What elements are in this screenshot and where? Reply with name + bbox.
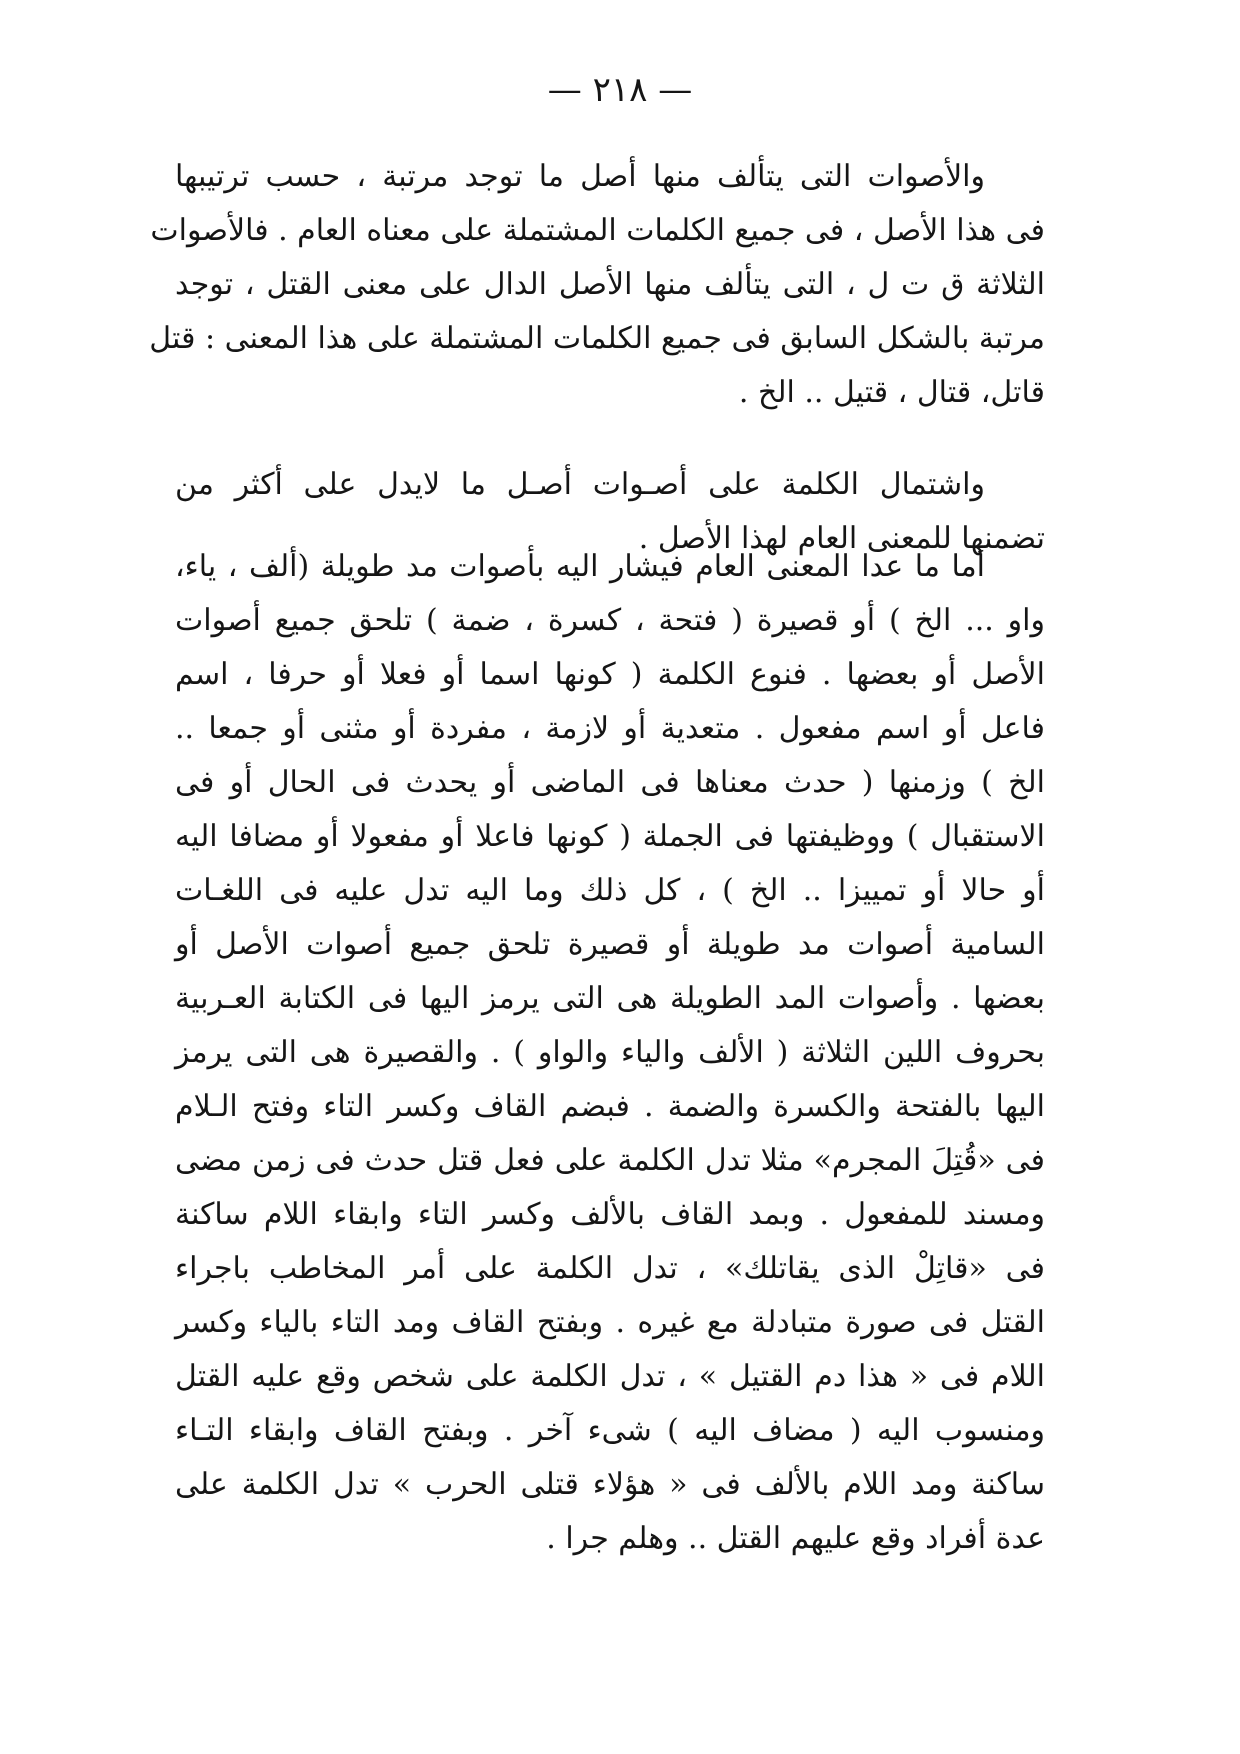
- text-line: السامية أصوات مد طويلة أو قصيرة تلحق جميع أصوات الأصل أو: [175, 927, 1045, 962]
- text-line: قاتل، قتال ، قتيل .. الخ .: [738, 375, 1045, 410]
- text-line: الخ ) وزمنها ( حدث معناها فى الماضى أو يحدث فى الحال أو فى: [175, 765, 1045, 800]
- text-line: واو ... الخ ) أو قصيرة ( فتحة ، كسرة ، ضمة ) تلحق جميع أصوات: [175, 603, 1045, 638]
- text-line: اليها بالفتحة والكسرة والضمة . فبضم القاف وكسر التاء وفتح الـلام: [175, 1089, 1045, 1124]
- paragraph: [149, 150, 1045, 420]
- text-line: أو حالا أو تمييزا .. الخ ) ، كل ذلك وما اليه تدل عليه فى اللغـات: [175, 873, 1045, 908]
- text-line: اللام فى « هذا دم القتيل » ، تدل الكلمة على شخص وقع عليه القتل: [175, 1359, 1045, 1394]
- text-line: مرتبة بالشكل السابق فى جميع الكلمات المشتملة على هذا المعنى : قتل: [149, 321, 1045, 356]
- text-line: ساكنة ومد اللام بالألف فى « هؤلاء قتلى الحرب » تدل الكلمة على: [175, 1467, 1045, 1502]
- text-line: الاستقبال ) ووظيفتها فى الجملة ( كونها فاعلا أو مفعولا أو مضافا اليه: [175, 819, 1045, 854]
- text-line: فاعل أو اسم مفعول . متعدية أو لازمة ، مفردة أو مثنى أو جمعا ..: [175, 711, 1045, 746]
- text-line: بعضها . وأصوات المد الطويلة هى التى يرمز اليها فى الكتابة العـربية: [175, 981, 1045, 1016]
- text-line: أما ما عدا المعنى العام فيشار اليه بأصوات مد طويلة (ألف ، ياء،: [175, 549, 985, 584]
- page-number: — ٢١٨ —: [547, 70, 693, 110]
- text-line: فى هذا الأصل ، فى جميع الكلمات المشتملة على معناه العام . فالأصوات: [150, 213, 1045, 248]
- text-line: واشتمال الكلمة على أصـوات أصـل ما لايدل على أكثر من: [175, 467, 985, 502]
- text-line: الأصل أو بعضها . فنوع الكلمة ( كونها اسما أو فعلا أو حرفا ، اسم: [175, 657, 1045, 692]
- paragraph: [175, 540, 1045, 1566]
- text-line: فى «قاتِلْ الذى يقاتلك» ، تدل الكلمة على أمر المخاطب باجراء: [175, 1251, 1045, 1286]
- text-line: الثلاثة ق ت ل ، التى يتألف منها الأصل الدال على معنى القتل ، توجد: [175, 267, 1045, 302]
- text-line: ومسند للمفعول . وبمد القاف بالألف وكسر التاء وابقاء اللام ساكنة: [175, 1197, 1045, 1232]
- text-line: ومنسوب اليه ( مضاف اليه ) شىء آخر . وبفتح القاف وابقاء التـاء: [175, 1413, 1045, 1448]
- text-line: القتل فى صورة متبادلة مع غيره . وبفتح القاف ومد التاء بالياء وكسر: [175, 1305, 1045, 1340]
- text-line: فى «قُتِلَ المجرم» مثلا تدل الكلمة على فعل قتل حدث فى زمن مضى: [175, 1143, 1045, 1178]
- text-line: بحروف اللين الثلاثة ( الألف والياء والواو ) . والقصيرة هى التى يرمز: [175, 1035, 1045, 1070]
- text-line: والأصوات التى يتألف منها أصل ما توجد مرتبة ، حسب ترتيبها: [175, 159, 985, 194]
- text-line: تضمنها للمعنى العام لهذا الأصل .: [638, 521, 1045, 556]
- text-line: عدة أفراد وقع عليهم القتل .. وهلم جرا .: [546, 1521, 1045, 1556]
